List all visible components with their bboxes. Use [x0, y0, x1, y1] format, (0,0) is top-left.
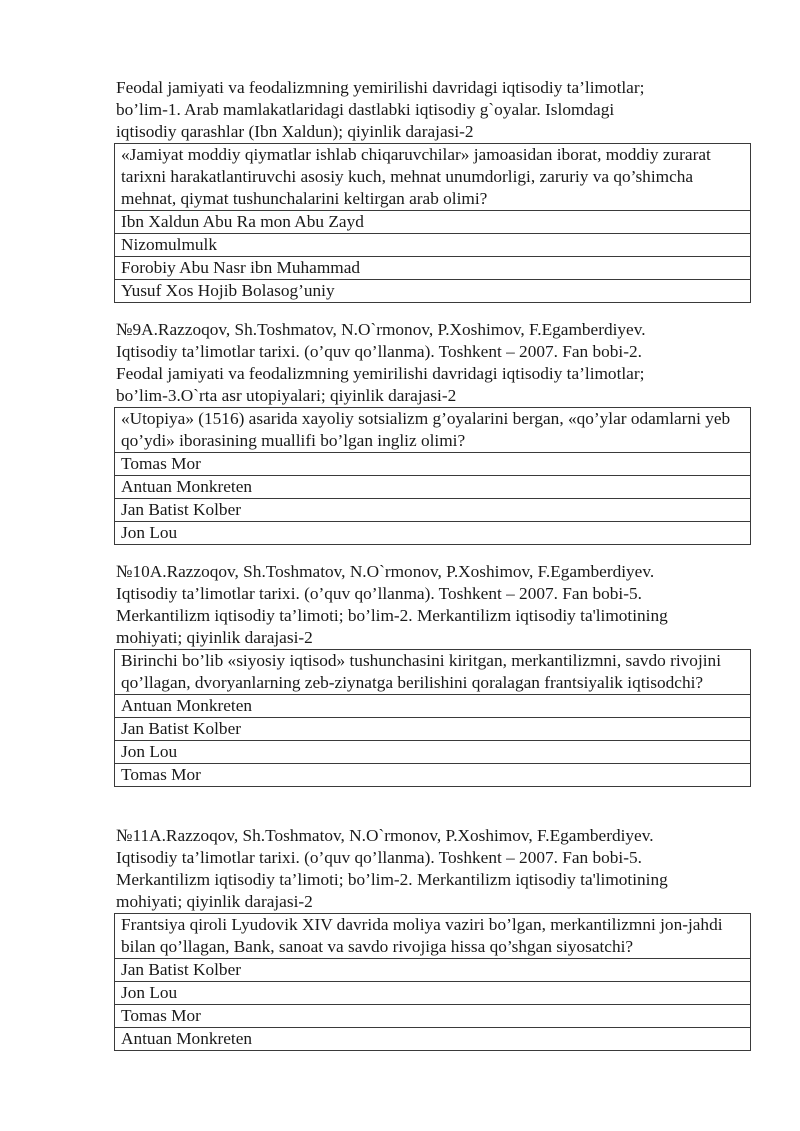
question-table — [114, 143, 751, 303]
item-header: №11A.Razzoqov, Sh.Toshmatov, N.O`rmonov, P.Xoshimov, F.Egamberdiyev. Iqtisodiy ta’limotlar tarixi. (o’quv qo’llanma). Toshkent – 2007. Fan bobi-5. Merkantilizm iqtisodiy ta’limoti; bo’lim-2. Merkantilizm iqtisodiy ta'limotining mohiyati; qiyinlik darajasi-2 — [116, 826, 668, 911]
item-header: Feodal jamiyati va feodalizmning yemirilishi davridagi iqtisodiy ta’limotlar; bo’lim-1. Arab mamlakatlaridagi dastlabki iqtisodiy g`oyalar. Islomdagi iqtisodiy qarashlar (Ibn Xaldun); qiyinlik darajasi-2 — [116, 78, 645, 141]
answer-option: Forobiy Abu Nasr ibn Muhammad — [115, 257, 751, 280]
question-row — [115, 650, 751, 695]
item-header: №9A.Razzoqov, Sh.Toshmatov, N.O`rmonov, P.Xoshimov, F.Egamberdiyev. Iqtisodiy ta’limotlar tarixi. (o’quv qo’llanma). Toshkent – 2007. Fan bobi-2. Feodal jamiyati va feodalizmning yemirilishi davridagi iqtisodiy ta’limotlar; bo’lim-3.O`rta asr utopiyalari; qiyinlik darajasi-2 — [116, 320, 646, 405]
answer-row — [115, 476, 751, 499]
answer-option: Ibn Xaldun Abu Ra mon Abu Zayd — [115, 211, 751, 234]
answer-option: Antuan Monkreten — [115, 695, 751, 718]
answer-row — [115, 959, 751, 982]
answer-row — [115, 764, 751, 787]
answer-option: Tomas Mor — [115, 453, 751, 476]
answer-row — [115, 741, 751, 764]
answer-row — [115, 522, 751, 545]
answer-row — [115, 982, 751, 1005]
answer-option: Jan Batist Kolber — [115, 499, 751, 522]
question-row — [115, 144, 751, 211]
question-text: «Utopiya» (1516) asarida xayoliy sotsializm g’oyalarini bergan, «qo’ylar odamlarni yeb qo’ydi» iborasining muallifi bo’lgan ingliz olimi? — [115, 408, 751, 453]
answer-option: Antuan Monkreten — [115, 1028, 751, 1051]
answer-option: Tomas Mor — [115, 764, 751, 787]
question-table — [114, 649, 751, 787]
question-text: Birinchi bo’lib «siyosiy iqtisod» tushunchasini kiritgan, merkantilizmni, savdo rivojini qo’llagan, dvoryanlarning zeb-ziynatga berilishini qoralagan frantsiyalik iqtisodchi? — [115, 650, 751, 695]
answer-row — [115, 234, 751, 257]
answer-row — [115, 257, 751, 280]
answer-row — [115, 1005, 751, 1028]
question-text: «Jamiyat moddiy qiymatlar ishlab chiqaruvchilar» jamoasidan iborat, moddiy zurarat tarixni harakatlantiruvchi asosiy kuch, mehnat unumdorligi, zaruriy va qo’shimcha mehnat, qiymat tushunchalarini keltirgan arab olimi? — [115, 144, 751, 211]
question-table — [114, 407, 751, 545]
test-item — [114, 825, 754, 1051]
question-row — [115, 408, 751, 453]
answer-row — [115, 280, 751, 303]
answer-row — [115, 695, 751, 718]
question-table — [114, 913, 751, 1051]
answer-option: Jon Lou — [115, 982, 751, 1005]
answer-option: Nizomulmulk — [115, 234, 751, 257]
answer-option: Jon Lou — [115, 522, 751, 545]
answer-option: Jon Lou — [115, 741, 751, 764]
answer-option: Antuan Monkreten — [115, 476, 751, 499]
item-header: №10A.Razzoqov, Sh.Toshmatov, N.O`rmonov, P.Xoshimov, F.Egamberdiyev. Iqtisodiy ta’limotlar tarixi. (o’quv qo’llanma). Toshkent – 2007. Fan bobi-5. Merkantilizm iqtisodiy ta’limoti; bo’lim-2. Merkantilizm iqtisodiy ta'limotining mohiyati; qiyinlik darajasi-2 — [116, 562, 668, 647]
answer-row — [115, 718, 751, 741]
answer-row — [115, 453, 751, 476]
answer-row — [115, 499, 751, 522]
question-row — [115, 914, 751, 959]
answer-option: Yusuf Xos Hojib Bolasog’uniy — [115, 280, 751, 303]
test-item — [114, 319, 754, 545]
question-text: Frantsiya qiroli Lyudovik XIV davrida moliya vaziri bo’lgan, merkantilizmni jon-jahdi bilan qo’llagan, Bank, sanoat va savdo rivojiga hissa qo’shgan siyosatchi? — [115, 914, 751, 959]
answer-option: Jan Batist Kolber — [115, 959, 751, 982]
test-item — [114, 77, 754, 303]
answer-row — [115, 211, 751, 234]
answer-row — [115, 1028, 751, 1051]
answer-option: Tomas Mor — [115, 1005, 751, 1028]
test-item — [114, 561, 754, 787]
answer-option: Jan Batist Kolber — [115, 718, 751, 741]
